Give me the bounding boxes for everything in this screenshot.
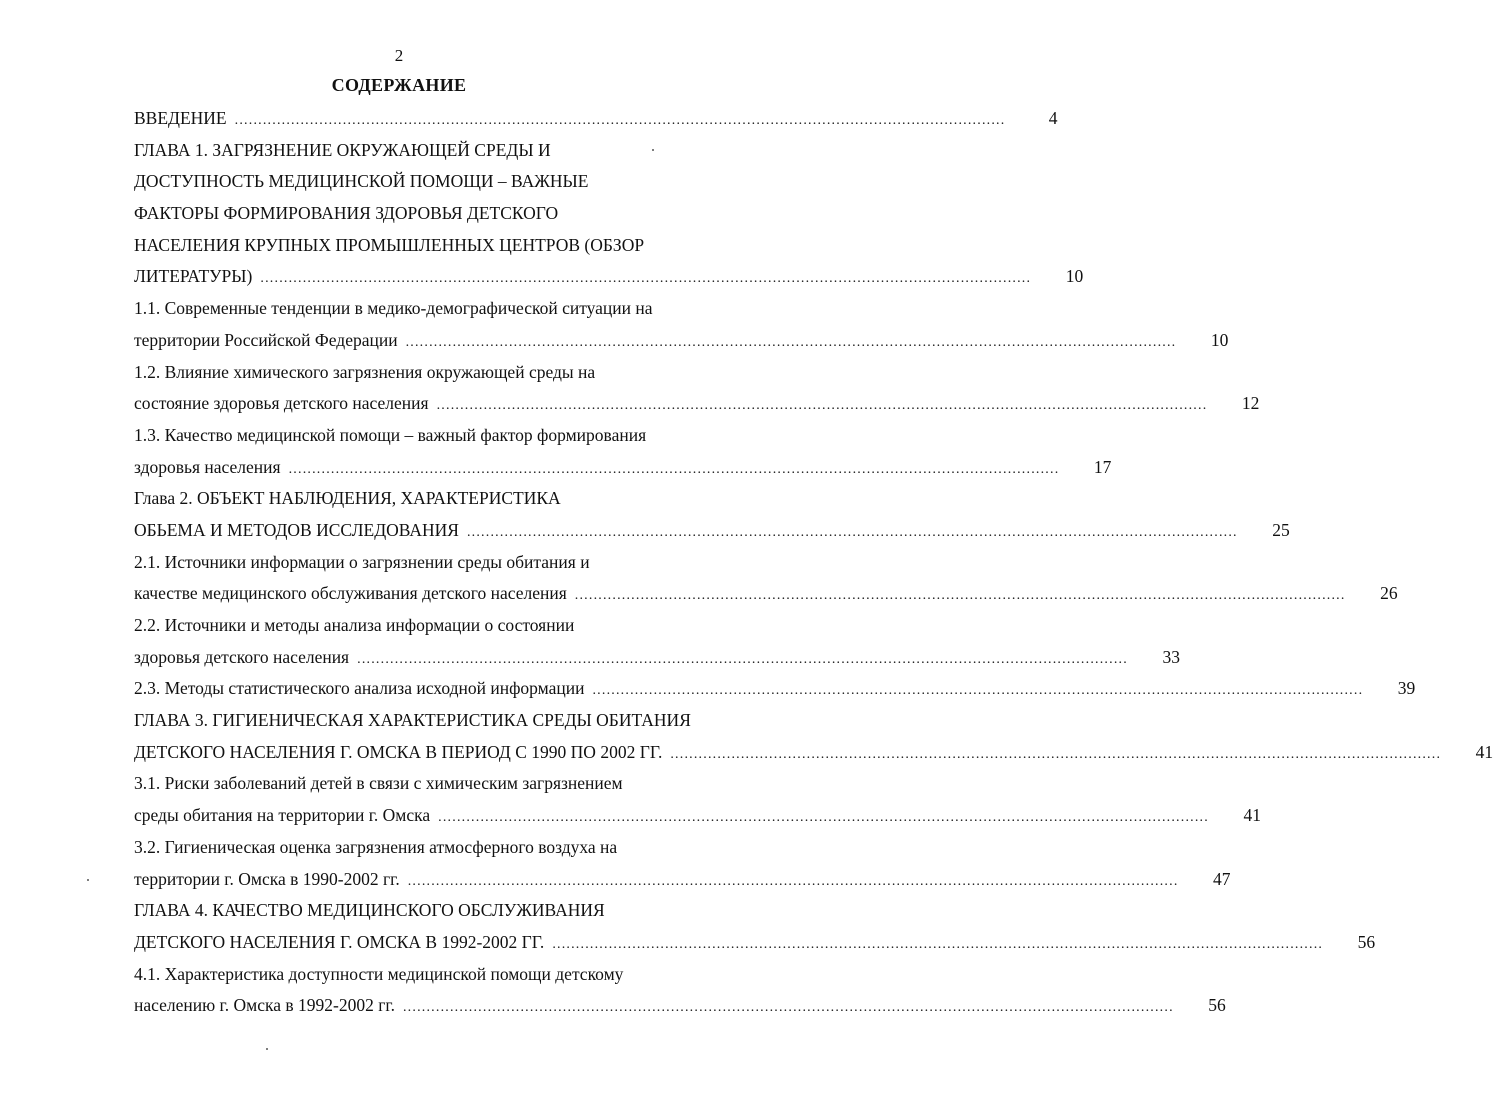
toc-entry-text: 2.1. Источники информации о загрязнении среды обитания и <box>134 551 590 572</box>
dot-leader: .................................................................................................................................................................... <box>288 461 1060 477</box>
toc-line <box>134 547 746 579</box>
toc-line <box>134 388 1260 420</box>
toc-entry-text: состояние здоровья детского населения <box>134 393 429 414</box>
scan-speck <box>87 879 89 881</box>
toc-line <box>134 832 746 864</box>
dot-leader: .................................................................................................................................................................... <box>357 651 1128 667</box>
toc-line <box>134 230 746 262</box>
toc-line <box>134 166 746 198</box>
toc-page-number: 25 <box>1272 519 1290 540</box>
toc-line <box>134 800 1261 832</box>
toc-entry-text: территории Российской Федерации <box>134 329 398 350</box>
toc-entry-text: здоровья населения <box>134 456 281 477</box>
toc-entry-text: ОБЬЕМА И МЕТОДОВ ИССЛЕДОВАНИЯ <box>134 519 459 540</box>
toc-line <box>134 261 1084 293</box>
toc-page-number: 26 <box>1380 583 1398 604</box>
toc-entry-text: качестве медицинского обслуживания детского населения <box>134 583 567 604</box>
toc-page-number: 41 <box>1475 741 1493 762</box>
toc-entry-text: населению г. Омска в 1992-2002 гг. <box>134 995 395 1016</box>
toc-entry-text: 1.2. Влияние химического загрязнения окружающей среды на <box>134 361 596 382</box>
toc-line <box>134 610 746 642</box>
toc-line <box>134 927 1376 959</box>
toc-line <box>134 705 746 737</box>
toc-entry-text: ГЛАВА 4. КАЧЕСТВО МЕДИЦИНСКОГО ОБСЛУЖИВАНИЯ <box>134 900 605 921</box>
toc-line <box>134 959 746 991</box>
toc-page-number: 12 <box>1241 393 1260 414</box>
toc-page-number: 41 <box>1243 805 1261 826</box>
toc-line <box>134 990 1226 1022</box>
toc-entry-text: ЛИТЕРАТУРЫ) <box>134 266 253 287</box>
toc-entry-text: 2.3. Методы статистического анализа исходной информации <box>134 678 585 699</box>
scan-speck <box>266 1048 268 1050</box>
table-of-contents <box>134 103 1493 1022</box>
toc-entry-text: территории г. Омска в 1990-2002 гг. <box>134 868 400 889</box>
toc-page-number: 10 <box>1210 329 1229 350</box>
toc-title: СОДЕРЖАНИЕ <box>331 75 467 95</box>
toc-entry-text: НАСЕЛЕНИЯ КРУПНЫХ ПРОМЫШЛЕННЫХ ЦЕНТРОВ (ОБЗОР <box>134 234 645 255</box>
toc-page-number: 56 <box>1357 931 1376 952</box>
dot-leader: .................................................................................................................................................................... <box>670 746 1442 762</box>
toc-line <box>134 864 1231 896</box>
toc-entry-text: 4.1. Характеристика доступности медицинской помощи детскому <box>134 963 624 984</box>
toc-entry-text: здоровья детского населения <box>134 646 350 667</box>
scan-speck <box>652 149 654 151</box>
toc-line <box>134 452 1112 484</box>
dot-leader: .................................................................................................................................................................... <box>407 873 1179 889</box>
dot-leader: .................................................................................................................................................................... <box>466 524 1238 540</box>
toc-entry-text: 1.1. Современные тенденции в медико-демографической ситуации на <box>134 298 653 319</box>
toc-entry-text: ДЕТСКОГО НАСЕЛЕНИЯ Г. ОМСКА В 1992-2002 ГГ. <box>134 931 545 952</box>
toc-line <box>134 515 1290 547</box>
toc-page-number: 39 <box>1397 678 1416 699</box>
toc-line <box>134 578 1398 610</box>
dot-leader: .................................................................................................................................................................... <box>405 334 1177 350</box>
toc-entry-text: Глава 2. ОБЪЕКТ НАБЛЮДЕНИЯ, ХАРАКТЕРИСТИКА <box>134 488 561 509</box>
dot-leader: .................................................................................................................................................................... <box>552 936 1324 952</box>
dot-leader: .................................................................................................................................................................... <box>260 271 1032 287</box>
toc-entry-text: 1.3. Качество медицинской помощи – важный фактор формирования <box>134 424 647 445</box>
dot-leader: .................................................................................................................................................................... <box>234 113 1006 128</box>
toc-line <box>134 895 746 927</box>
toc-line <box>134 483 746 515</box>
dot-leader: .................................................................................................................................................................... <box>592 683 1364 699</box>
toc-line <box>134 198 746 230</box>
toc-entry-text: ГЛАВА 1. ЗАГРЯЗНЕНИЕ ОКРУЖАЮЩЕЙ СРЕДЫ И <box>134 139 551 160</box>
dot-leader: .................................................................................................................................................................... <box>438 810 1209 826</box>
toc-entry-text: ДЕТСКОГО НАСЕЛЕНИЯ Г. ОМСКА В ПЕРИОД С 1990 ПО 2002 ГГ. <box>134 741 663 762</box>
toc-line <box>134 737 1493 769</box>
dot-leader: .................................................................................................................................................................... <box>574 588 1346 604</box>
toc-line <box>134 293 746 325</box>
toc-line <box>134 357 746 389</box>
toc-page-number: 10 <box>1065 266 1084 287</box>
toc-line <box>134 768 746 800</box>
toc-entry-text: 2.2. Источники и методы анализа информации о состоянии <box>134 615 575 635</box>
toc-entry-text: ФАКТОРЫ ФОРМИРОВАНИЯ ЗДОРОВЬЯ ДЕТСКОГО <box>134 203 559 224</box>
toc-entry-text: среды обитания на территории г. Омска <box>134 805 431 826</box>
toc-line <box>134 420 746 452</box>
toc-entry-text: 3.2. Гигиеническая оценка загрязнения атмосферного воздуха на <box>134 836 618 857</box>
toc-entry-text: ВВЕДЕНИЕ <box>134 108 227 128</box>
toc-entry-text: ДОСТУПНОСТЬ МЕДИЦИНСКОЙ ПОМОЩИ – ВАЖНЫЕ <box>134 171 589 192</box>
page-number: 2 <box>394 46 404 65</box>
toc-entry-text: 3.1. Риски заболеваний детей в связи с химическим загрязнением <box>134 773 623 794</box>
toc-line <box>134 325 1229 357</box>
toc-line <box>134 103 1058 135</box>
toc-line <box>134 135 746 167</box>
toc-page-number: 17 <box>1093 456 1112 477</box>
toc-page-number: 33 <box>1162 646 1180 667</box>
toc-page-number: 4 <box>1048 108 1058 128</box>
toc-page-number: 56 <box>1208 995 1226 1016</box>
toc-entry-text: ГЛАВА 3. ГИГИЕНИЧЕСКАЯ ХАРАКТЕРИСТИКА СРЕДЫ ОБИТАНИЯ <box>134 710 691 731</box>
toc-page-number: 47 <box>1213 868 1231 889</box>
toc-line <box>134 642 1180 674</box>
dot-leader: .................................................................................................................................................................... <box>402 1000 1174 1016</box>
toc-line <box>134 673 1416 705</box>
dot-leader: .................................................................................................................................................................... <box>436 398 1208 414</box>
